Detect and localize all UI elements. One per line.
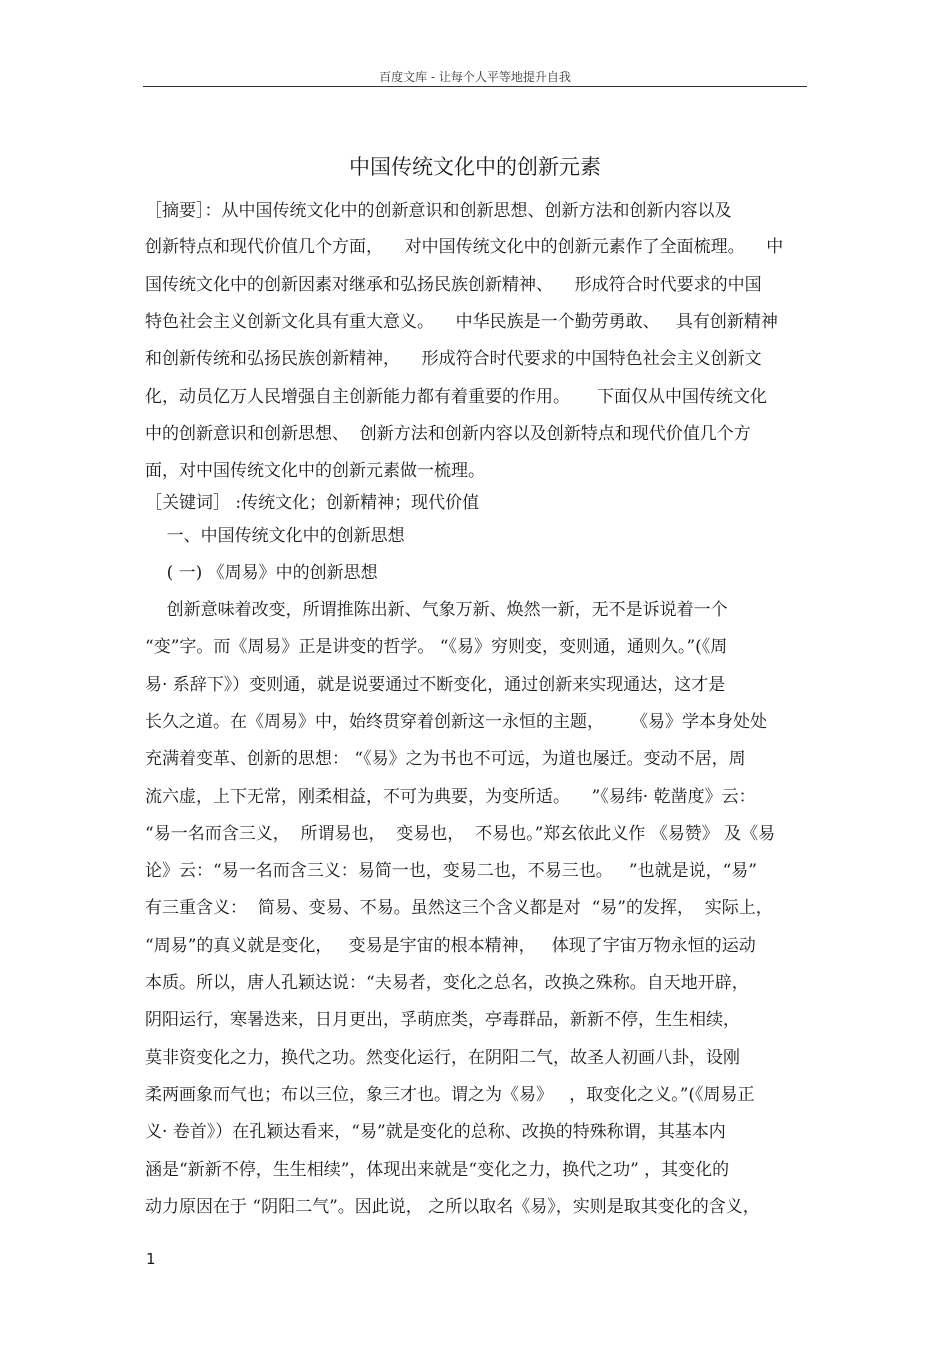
body-line: 易· 系辞下》）变则通，就是说要通过不断变化，通过创新来实现通达，这才是 <box>145 675 726 695</box>
header-rule <box>143 86 807 87</box>
body-line: ［关键词］ :传统文化；创新精神；现代价值 <box>145 493 480 513</box>
body-line: 创新意味着改变，所谓推陈出新、气象万新、焕然一新，无不是诉说着一个 <box>145 600 728 620</box>
body-line: 特色社会主义创新文化具有重大意义。 中华民族是一个勤劳勇敢、 具有创新精神 <box>145 312 778 332</box>
body-line: “易一名而含三义， 所谓易也， 变易也， 不易也。”郑玄依此义作 《易赞》 及《易 <box>145 824 776 844</box>
body-line: 本质。所以，唐人孔颖达说：“夫易者，变化之总名，改换之殊称。自天地开辟， <box>145 973 749 993</box>
body-line: ［摘要］：从中国传统文化中的创新意识和创新思想、创新方法和创新内容以及 <box>145 201 732 221</box>
body-line: 义· 卷首》）在孔颖达看来，“易”就是变化的总称、改换的特殊称谓，其基本内 <box>145 1122 726 1142</box>
body-line: ( 一) 《周易》中的创新思想 <box>145 563 378 583</box>
body-line: 和创新传统和弘扬民族创新精神， 形成符合时代要求的中国特色社会主义创新文 <box>145 349 762 369</box>
body-line: 流六虚，上下无常，刚柔相益，不可为典要，为变所适。 ”《易纬· 乾凿度》云： <box>145 787 756 807</box>
document-title: 中国传统文化中的创新元素 <box>349 155 601 179</box>
body-line: 国传统文化中的创新因素对继承和弘扬民族创新精神、 形成符合时代要求的中国 <box>145 275 762 295</box>
body-line: “周易”的真义就是变化， 变易是宇宙的根本精神， 体现了宇宙万物永恒的运动 <box>145 936 756 956</box>
body-line: 涵是“新新不停，生生相续”，体现出来就是“变化之力，换代之功” ，其变化的 <box>145 1160 730 1180</box>
body-line: 化，动员亿万人民增强自主创新能力都有着重要的作用。 下面仅从中国传统文化 <box>145 387 768 407</box>
body-line: 充满着变革、创新的思想： “《易》之为书也不可远，为道也屡迁。变动不居，周 <box>145 749 746 769</box>
body-line: 创新特点和现代价值几个方面， 对中国传统文化中的创新元素作了全面梳理。 中 <box>145 237 784 257</box>
page-header: 百度文库 - 让每个人平等地提升自我 <box>379 70 571 84</box>
body-line: 阴阳运行，寒暑迭来，日月更出，孚萌庶类，亭毒群品，新新不停，生生相续， <box>145 1010 740 1030</box>
body-line: 中的创新意识和创新思想、 创新方法和创新内容以及创新特点和现代价值几个方 <box>145 424 751 444</box>
body-line: 长久之道。在《周易》中，始终贯穿着创新这一永恒的主题， 《易》学本身处处 <box>145 712 768 732</box>
body-line: “变”字。而《周易》正是讲变的哲学。 “《易》穷则变，变则通，通则久。”(《周 <box>145 637 728 657</box>
body-line: 动力原因在于 “阴阳二气”。因此说， 之所以取名《易》，实则是取其变化的含义， <box>145 1197 760 1217</box>
body-line: 一、中国传统文化中的创新思想 <box>145 526 405 546</box>
page-number: 1 <box>146 1250 156 1268</box>
body-line: 面，对中国传统文化中的创新元素做一梳理。 <box>145 461 485 481</box>
body-line: 莫非资变化之力，换代之功。然变化运行，在阴阳二气，故圣人初画八卦，设刚 <box>145 1048 740 1068</box>
body-line: 论》云：“易一名而含三义：易简一也，变易二也，不易三也。 ”也就是说，“易” <box>145 861 757 881</box>
body-line: 柔两画象而气也；布以三位，象三才也。谓之为《易》 ，取变化之义。”(《周易正 <box>145 1085 755 1105</box>
body-line: 有三重含义： 简易、变易、不易。虽然这三个含义都是对 “易”的发挥， 实际上， <box>145 898 773 918</box>
